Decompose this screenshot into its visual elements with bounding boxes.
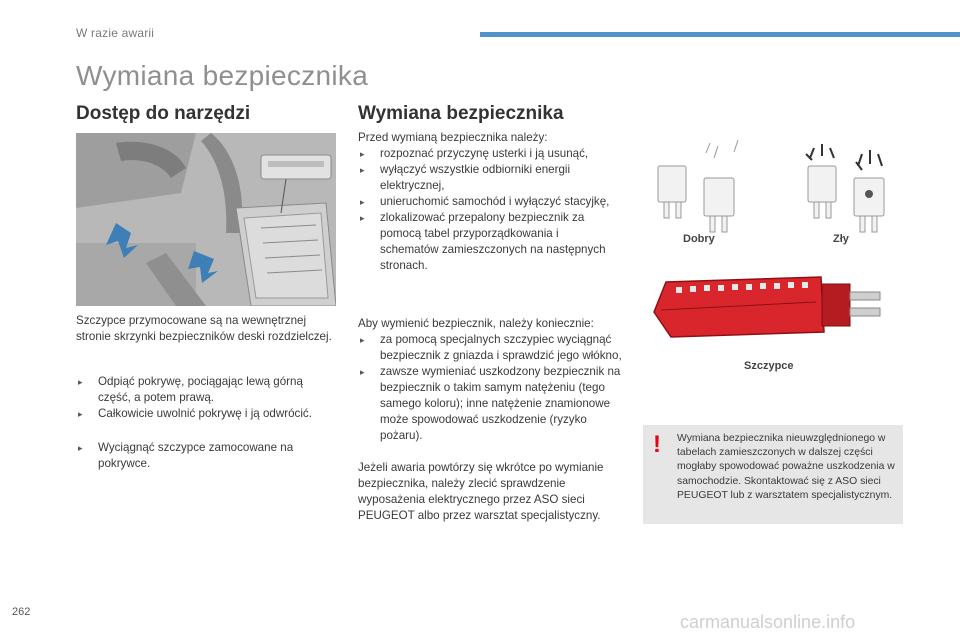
- warning-box: [643, 425, 903, 524]
- list-item: ▸ Odpiąć pokrywę, pociągając lewą górną część, a potem prawą.: [76, 374, 338, 406]
- watermark-text: carmanualsonline.info: [680, 612, 856, 632]
- page-number: 262: [12, 606, 31, 618]
- chapter-accent-bar: [480, 32, 960, 37]
- label-pliers: Szczypce: [744, 360, 794, 372]
- how-steps-intro: Aby wymienić bezpiecznik, należy koniecznie:: [358, 317, 594, 330]
- list-item: ▸ wyłączyć wszystkie odbiorniki energii elektrycznej,: [358, 162, 618, 194]
- pre-steps-list: [358, 146, 618, 274]
- pliers-icon: [646, 262, 886, 347]
- list-item: ▸ rozpoznać przyczynę usterki i ją usunąć,: [358, 146, 618, 162]
- list-item: ▸ Wyciągnąć szczypce zamocowane na pokrywce.: [76, 440, 338, 472]
- warning-text: Wymiana bezpiecznika nieuwzględnionego w tabelach zamieszczonych w dalszej części mogłaby spowodować poważne uszkodzenia w samochodzie. Skontaktować się z ASO sieci PEUGEOT lub z warsztatem specjalistycznym.: [677, 433, 895, 501]
- tools-steps-list-b: [76, 440, 338, 472]
- section-heading-replace: Wymiana bezpiecznika: [358, 103, 564, 124]
- closing-text: Jeżeli awaria powtórzy się wkrótce po wymianie bezpiecznika, należy zlecić sprawdzenie wyposażenia elektrycznego przez ASO sieci PEUGEOT albo przez warsztat specjalistyczny.: [358, 461, 604, 522]
- list-item: ▸ za pomocą specjalnych szczypiec wyciągnąć bezpiecznik z gniazda i sprawdzić jego włókno,: [358, 332, 626, 364]
- dashboard-illustration-icon: [76, 133, 336, 306]
- dashboard-photo: [76, 133, 336, 306]
- how-steps-list: [358, 332, 626, 444]
- fuse-comparison-illustration: [650, 138, 890, 238]
- exclamation-icon: !: [653, 431, 661, 458]
- tools-steps-list-a: [76, 374, 338, 422]
- label-good: Dobry: [683, 233, 715, 245]
- list-item: ▸ zlokalizować przepalony bezpiecznik za pomocą tabel przyporządkowania i schematów zamieszczonych na następnych stronach.: [358, 210, 618, 274]
- tools-intro-text: Szczypce przymocowane są na wewnętrznej stronie skrzynki bezpieczników deski rozdzielczej.: [76, 314, 332, 343]
- page-title: Wymiana bezpiecznika: [76, 60, 369, 91]
- chapter-title: W razie awarii: [76, 26, 155, 40]
- pre-steps-intro: Przed wymianą bezpiecznika należy:: [358, 131, 548, 144]
- section-heading-tools: Dostęp do narzędzi: [76, 103, 251, 124]
- list-item: ▸ unieruchomić samochód i wyłączyć stacyjkę,: [358, 194, 618, 210]
- list-item: ▸ zawsze wymieniać uszkodzony bezpiecznik na bezpiecznik o takim samym natężeniu (tego samego koloru); inne natężenie znamionowe może spowodować uszkodzenie (ryzyko pożaru).: [358, 364, 626, 444]
- label-bad: Zły: [833, 233, 849, 245]
- fuse-good-bad-icon: [650, 138, 890, 238]
- pliers-illustration: [646, 262, 886, 347]
- list-item: ▸ Całkowicie uwolnić pokrywę i ją odwrócić.: [76, 406, 338, 422]
